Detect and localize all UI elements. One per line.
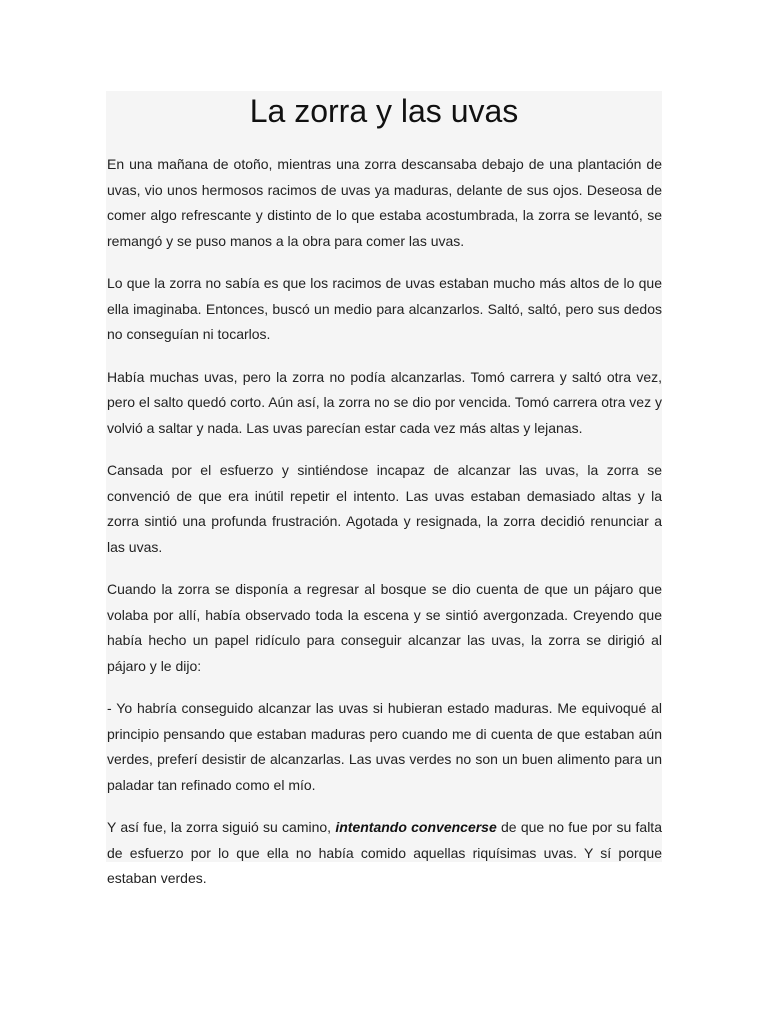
emphasized-phrase: intentando convencerse <box>335 819 497 835</box>
document-body <box>107 152 662 909</box>
paragraph-1: En una mañana de otoño, mientras una zorra descansaba debajo de una plantación de uvas, vio unos hermosos racimos de uvas ya maduras, delante de sus ojos. Deseosa de comer algo refrescante y distinto de lo que estaba acostumbrada, la zorra se levantó, se remangó y se puso manos a la obra para comer las uvas. <box>107 156 662 249</box>
paragraph-7 <box>107 815 662 892</box>
paragraph-7-start: Y así fue, la zorra siguió su camino, <box>107 819 336 835</box>
document-title: La zorra y las uvas <box>249 93 519 129</box>
paragraph-2: Lo que la zorra no sabía es que los racimos de uvas estaban mucho más altos de lo que ella imaginaba. Entonces, buscó un medio para alcanzarlos. Saltó, saltó, pero sus dedos no conseguían ni tocarlos. <box>107 275 662 342</box>
paragraph-6: - Yo habría conseguido alcanzar las uvas si hubieran estado maduras. Me equivoqué al principio pensando que estaban maduras pero cuando me di cuenta de que estaban aún verdes, preferí desistir de alcanzarlas. Las uvas verdes no son un buen alimento para un paladar tan refinado como el mío. <box>107 700 662 793</box>
paragraph-4: Cansada por el esfuerzo y sintiéndose incapaz de alcanzar las uvas, la zorra se convenció de que era inútil repetir el intento. Las uvas estaban demasiado altas y la zorra sintió una profunda frustración. Agotada y resignada, la zorra decidió renunciar a las uvas. <box>107 462 662 555</box>
paragraph-5: Cuando la zorra se disponía a regresar al bosque se dio cuenta de que un pájaro que volaba por allí, había observado toda la escena y se sintió avergonzada. Creyendo que había hecho un papel ridículo para conseguir alcanzar las uvas, la zorra se dirigió al pájaro y le dijo: <box>107 581 662 674</box>
paragraph-7-end: de que no fue por su falta de esfuerzo por lo que ella no había comido aquellas riquísimas uvas. Y sí porque estaban verdes. <box>107 819 662 886</box>
paragraph-3: Había muchas uvas, pero la zorra no podía alcanzarlas. Tomó carrera y saltó otra vez, pero el salto quedó corto. Aún así, la zorra no se dio por vencida. Tomó carrera otra vez y volvió a saltar y nada. Las uvas parecían estar cada vez más altas y lejanas. <box>107 368 662 436</box>
